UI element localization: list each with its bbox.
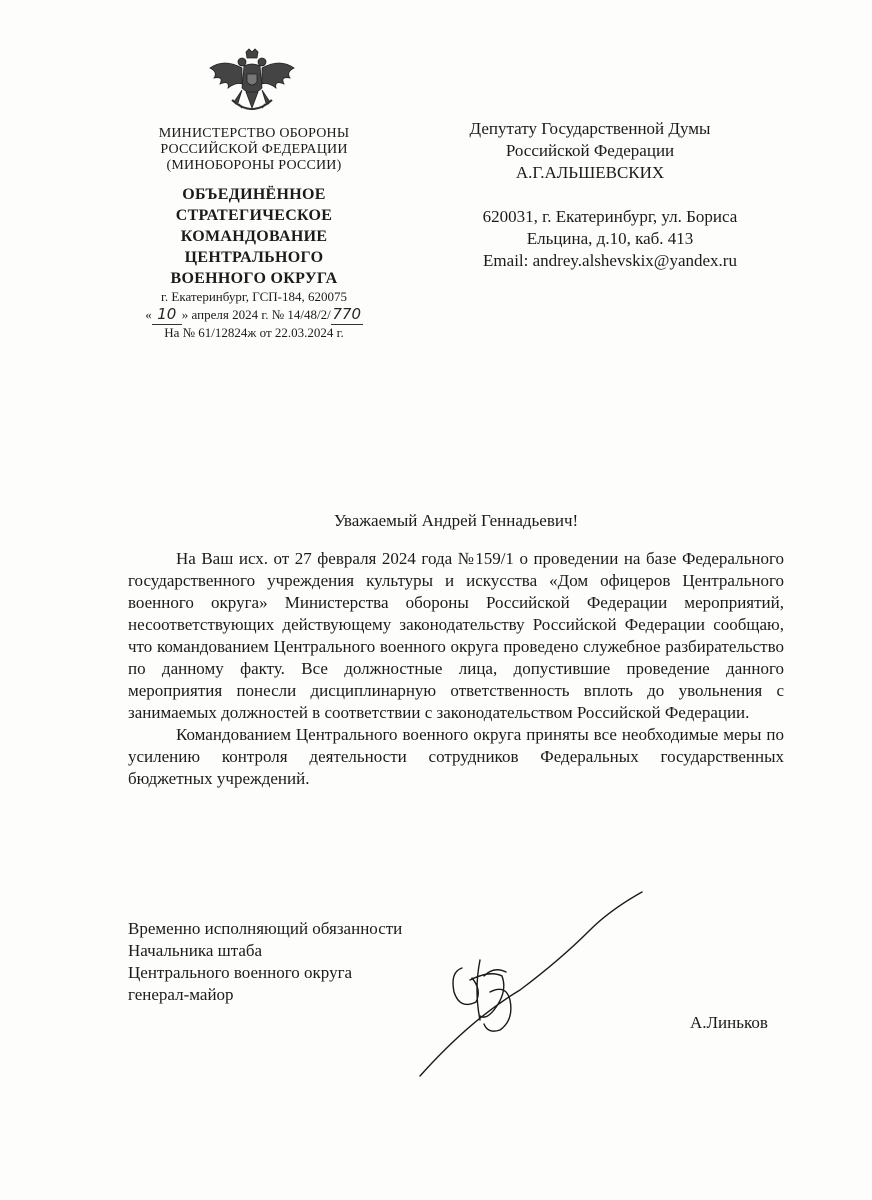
- double-headed-eagle-emblem-icon: [206, 48, 298, 120]
- ministry-line: МИНИСТЕРСТВО ОБОРОНЫ: [158, 126, 350, 141]
- command-line: ЦЕНТРАЛЬНОГО: [184, 249, 324, 266]
- address-line: 620031, г. Екатеринбург, ул. Бориса: [482, 207, 738, 226]
- signatory-title-line: Временно исполняющий обязанности: [128, 919, 403, 938]
- signatory-title-line: Начальника штаба: [128, 941, 263, 960]
- reference-number: На № 61/12824ж от 22.03.2024 г.: [164, 325, 344, 340]
- reg-date-number: » апреля 2024 г. № 14/48/2/: [181, 307, 331, 322]
- body-paragraph: Командованием Центрального военного округа приняты все необходимые меры по усилению контроля деятельности сотрудников Федеральных государственных бюджетных учреждений.: [128, 725, 784, 788]
- addressee-block: [440, 118, 780, 272]
- command-line: ВОЕННОГО ОКРУГА: [170, 270, 338, 287]
- addressee-name: А.Г.АЛЬШЕВСКИХ: [515, 163, 665, 182]
- ministry-name: [128, 126, 380, 174]
- command-line: КОМАНДОВАНИЕ: [180, 228, 328, 245]
- reg-day-handwritten: 10: [157, 305, 177, 323]
- letter-body: [128, 548, 784, 790]
- signer-name: А.Линьков: [690, 1013, 768, 1032]
- sender-block: [128, 126, 380, 341]
- sender-address: г. Екатеринбург, ГСП-184, 620075: [161, 289, 347, 304]
- signatory-title-line: Центрального военного округа: [128, 963, 353, 982]
- ministry-line: (МИНОБОРОНЫ РОССИИ): [166, 158, 342, 173]
- addressee-line: Российской Федерации: [505, 141, 675, 160]
- addressee-line: Депутату Государственной Думы: [469, 119, 711, 138]
- signatory-rank: генерал-майор: [128, 985, 234, 1004]
- handwritten-signature-icon: [410, 880, 650, 1080]
- body-paragraph: На Ваш исх. от 27 февраля 2024 года №159/1 о проведении на базе Федерального государственного учреждения культуры и искусства «Дом офицеров Центрального военного округа» Министерства обороны Российской Федерации мероприятий, несоответствующих действующему законодательству Российской Федерации сообщаю, что командованием Центрального военного округа проведено служебное разбирательство по данному факту. Все должностные лица, допустившие проведение данного мероприятия понесли дисциплинарную ответственность вплоть до увольнения с занимаемых должностей в соответствии с законодательством Российской Федерации.: [128, 549, 784, 722]
- addressee-address: [440, 206, 780, 272]
- command-name: [128, 184, 380, 289]
- addressee-email: Email: andrey.alshevskix@yandex.ru: [483, 251, 737, 270]
- command-line: ОБЪЕДИНЁННОЕ: [182, 186, 326, 203]
- reg-open-quote: «: [145, 307, 152, 322]
- registration-line: [128, 305, 380, 325]
- command-line: СТРАТЕГИЧЕСКОЕ: [175, 207, 333, 224]
- ministry-line: РОССИЙСКОЙ ФЕДЕРАЦИИ: [160, 142, 348, 157]
- signatory-title: [128, 918, 458, 1006]
- salutation: Уважаемый Андрей Геннадьевич!: [333, 511, 579, 530]
- reg-number-handwritten: 770: [332, 305, 362, 323]
- address-line: Ельцина, д.10, каб. 413: [526, 229, 694, 248]
